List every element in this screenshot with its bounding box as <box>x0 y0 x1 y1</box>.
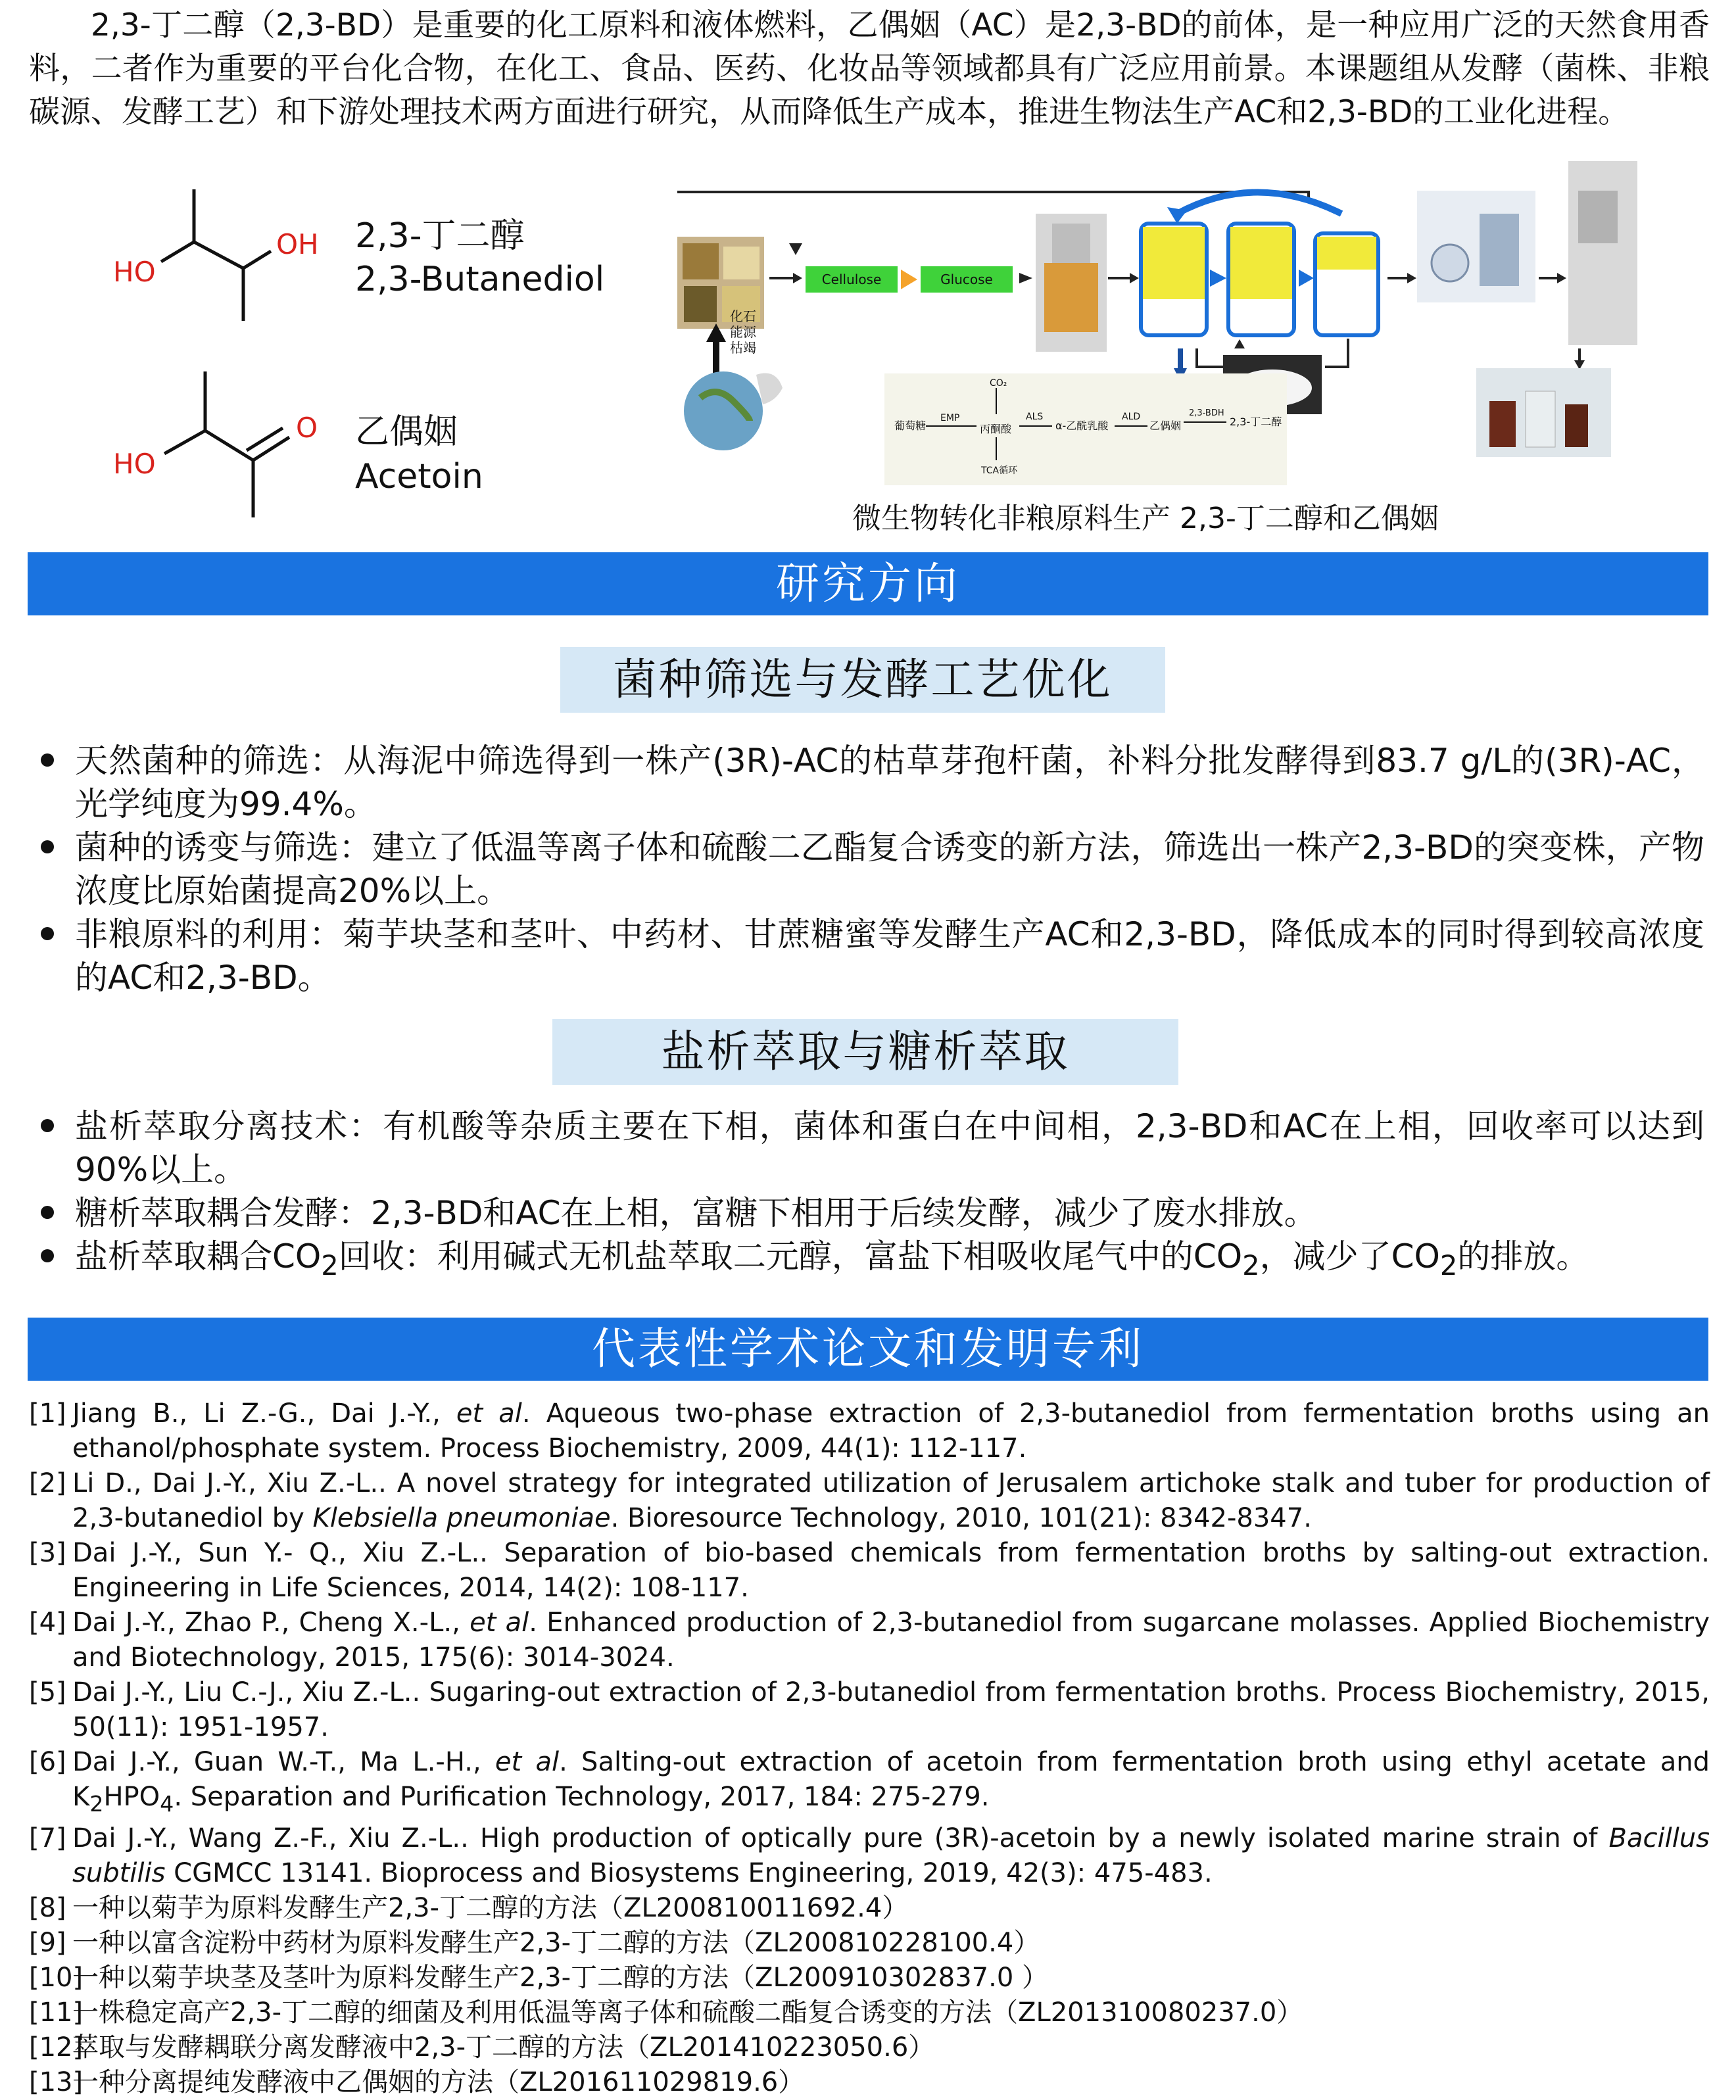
bullet-dot-icon <box>41 1206 54 1219</box>
reference-item: [1] Jiang B., Li Z.-G., Dai J.-Y., et al. Aqueous two-phase extraction of 2,3-butanediol from fermentation broths using an ethanol/phosphate system. Process Biochemistry, 2009, 44(1): 112-117. <box>29 1398 1710 1464</box>
globe-icon <box>684 371 763 450</box>
bullet-text: 糖析萃取耦合发酵：2,3-BD和AC在上相，富糖下相用于后续发酵，减少了废水排放。 <box>75 1194 1317 1232</box>
reference-item: [7] Dai J.-Y., Wang Z.-F., Xiu Z.-L.. High production of optically pure (3R)-acetoin by a newly isolated marine strain of Bacillus subtilis CGMCC 13141. Bioprocess and Biosystems Engineering, 2019, 42(3): 475-483. <box>29 1823 1710 1888</box>
fossil-label: 枯竭 <box>730 340 756 356</box>
fossil-label: 化石 <box>730 308 756 324</box>
reference-item: [4] Dai J.-Y., Zhao P., Cheng X.-L., et al. Enhanced production of 2,3-butanediol from sugarcane molasses. Applied Biochemistry and Biotechnology, 2015, 175(6): 3014-3024. <box>29 1608 1710 1673</box>
bullet-text: 天然菌种的筛选：从海泥中筛选得到一株产(3R)-AC的枯草芽孢杆菌，补料分批发酵得到83.7 g/L的(3R)-AC，光学纯度为99.4%。 <box>75 742 1704 823</box>
process-illustration <box>677 151 1637 493</box>
acetoin-name-cn: 乙偶姻 <box>355 412 458 452</box>
bullet-item <box>41 739 1704 826</box>
pathway-co2: CO₂ <box>990 378 1007 389</box>
section-banner-research: 研究方向 <box>28 552 1708 615</box>
illustration-caption: 微生物转化非粮原料生产 2,3-丁二醇和乙偶姻 <box>852 502 1439 535</box>
bullet-dot-icon <box>41 1119 54 1132</box>
pathway-tca: TCA循环 <box>981 465 1018 476</box>
carbonyl-oxygen-label: O <box>296 412 318 444</box>
extraction-vessels <box>1141 193 1378 336</box>
reference-item: [9] 一种以富含淀粉中药材为原料发酵生产2,3-丁二醇的方法（ZL200810228100.4） <box>29 1928 1040 1958</box>
pathway-pyruvate: 丙酮酸 <box>980 423 1012 435</box>
reference-item: [5] Dai J.-Y., Liu C.-J., Xiu Z.-L.. Sugaring-out extraction of 2,3-butanediol from fermentation broths. Process Biochemistry, 2015, 50(11): 1951-1957. <box>29 1677 1710 1742</box>
bullet-dot-icon <box>41 1249 54 1262</box>
pathway-als: ALS <box>1026 412 1044 422</box>
bullet-dot-icon <box>41 753 54 767</box>
pathway-acetoin: 乙偶姻 <box>1149 419 1182 432</box>
acetoin-structure <box>99 365 335 529</box>
cellulose-label: Cellulose <box>821 272 882 287</box>
fossil-label: 能源 <box>730 324 756 340</box>
extraction-bullet-list <box>41 1105 1704 1287</box>
bullet-text: 菌种的诱变与筛选：建立了低温等离子体和硫酸二乙酯复合诱变的新方法，筛选出一株产2,3-BD的突变株，产物浓度比原始菌提高20%以上。 <box>75 828 1704 910</box>
pathway-acetolactate: α-乙酰乳酸 <box>1055 419 1109 432</box>
distillation-column-photo <box>1568 161 1637 345</box>
glucose-label: Glucose <box>940 272 993 287</box>
hydroxyl-label: HO <box>113 256 156 288</box>
bullet-dot-icon <box>41 927 54 940</box>
pathway-bdh: 2,3-BDH <box>1189 408 1224 418</box>
hydroxyl-label: HO <box>113 448 156 480</box>
process-diagram <box>677 151 1637 493</box>
pathway-bd: 2,3-丁二醇 <box>1230 416 1282 428</box>
pathway-ald: ALD <box>1122 412 1141 422</box>
subheader-extraction: 盐析萃取与糖析萃取 <box>552 1019 1178 1085</box>
section-banner-publications: 代表性学术论文和发明专利 <box>28 1318 1708 1381</box>
bullet-dot-icon <box>41 840 54 853</box>
acetoin-name-en: Acetoin <box>355 457 483 496</box>
butanediol-name-cn: 2,3-丁二醇 <box>355 216 525 256</box>
bullet-text: 盐析萃取耦合$CO_2$回收：利用碱式无机盐萃取二元醇，富盐下相吸收尾气中的$CO_2$，减少了$CO_2$的排放。 <box>75 1237 1589 1281</box>
strain-bullet-list <box>41 739 1704 999</box>
reference-list <box>29 1396 1710 2100</box>
bullet-text: 盐析萃取分离技术：有机酸等杂质主要在下相，菌体和蛋白在中间相，2,3-BD和AC在上相，回收率可以达到90%以上。 <box>75 1107 1704 1189</box>
reference-item: [13] 一种分离提纯发酵液中乙偶姻的方法（ZL201611029819.6） <box>29 2067 805 2097</box>
bullet-item <box>41 913 1704 999</box>
reference-item: [12] 萃取与发酵耦联分离发酵液中2,3-丁二醇的方法（ZL201410223050.6） <box>29 2032 935 2063</box>
butanediol-name-en: 2,3-Butanediol <box>355 260 605 299</box>
pathway-glucose: 葡萄糖 <box>894 419 927 432</box>
bullet-item <box>41 1105 1704 1191</box>
bullet-text: 非粮原料的利用：菊芋块茎和茎叶、中药材、甘蔗糖蜜等发酵生产AC和2,3-BD，降低成本的同时得到较高浓度的AC和2,3-BD。 <box>75 915 1704 997</box>
butanediol-structure <box>99 178 335 329</box>
reference-item: [2] Li D., Dai J.-Y., Xiu Z.-L.. A novel strategy for integrated utilization of Jerusalem artichoke stalk and tuber for production of 2,3-butanediol by Klebsiella pneumoniae. Bioresource Technology, 2010, 101(21): 8342-8347. <box>29 1468 1710 1533</box>
subheader-strain-screening: 菌种筛选与发酵工艺优化 <box>560 647 1165 713</box>
hydroxyl-label: OH <box>276 228 319 260</box>
reference-item: [3] Dai J.-Y., Sun Y.- Q., Xiu Z.-L.. Separation of bio-based chemicals from fermentation broths by salting-out extraction. Engineering in Life Sciences, 2014, 14(2): 108-117. <box>29 1538 1710 1603</box>
bullet-item <box>41 1235 1704 1287</box>
reference-item: [8] 一种以菊芋为原料发酵生产2,3-丁二醇的方法（ZL200810011692.4） <box>29 1893 909 1923</box>
bullet-item <box>41 826 1704 913</box>
arrow-icon <box>901 270 917 289</box>
intro-paragraph: 2,3-丁二醇（2,3-BD）是重要的化工原料和液体燃料，乙偶姻（AC）是2,3-BD的前体，是一种应用广泛的天然食用香料，二者作为重要的平台化合物，在化工、食品、医药、化妆品等领域都具有广泛应用前景。本课题组从发酵（菌株、非粮碳源、发酵工艺）和下游处理技术两方面进行研究，从而降低生产成本，推进生物法生产AC和2,3-BD的工业化进程。 <box>29 7 1710 130</box>
pathway-emp: EMP <box>940 413 960 423</box>
bullet-item <box>41 1191 1704 1235</box>
reference-item: [10] 一种以菊芋块茎及茎叶为原料发酵生产2,3-丁二醇的方法（ZL200910302837.0 ） <box>29 1963 1049 1993</box>
reference-item: [6] Dai J.-Y., Guan W.-T., Ma L.-H., et al. Salting-out extraction of acetoin from fermentation broth using ethyl acetate and $K_2HPO_4$. Separation and Purification Technology, 2017, 184: 275-279. <box>29 1747 1710 1817</box>
reference-item: [11] 一株稳定高产2,3-丁二醇的细菌及利用低温等离子体和硫酸二酯复合诱变的方法（ZL201310080237.0） <box>29 1997 1303 2028</box>
